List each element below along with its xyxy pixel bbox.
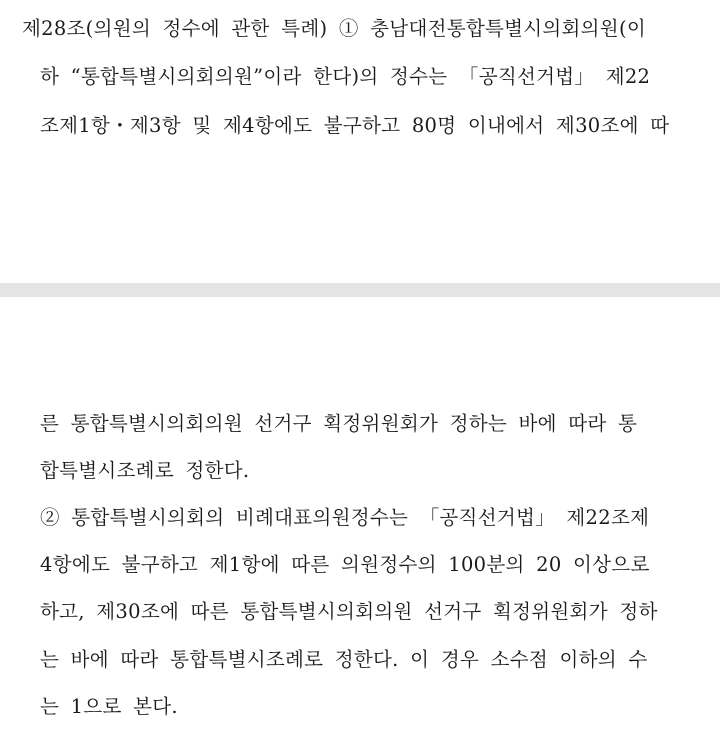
text-line: 른 통합특별시의회의원 선거구 획정위원회가 정하는 바에 따라 통 — [40, 412, 638, 435]
text-line: 조제1항・제3항 및 제4항에도 불구하고 80명 이내에서 제30조에 따 — [40, 114, 670, 137]
text-line: 제28조(의원의 정수에 관한 특례) ① 충남대전통합특별시의회의원(이 — [22, 17, 646, 40]
text-line: 하 “통합특별시의회의원”이라 한다)의 정수는 「공직선거법」 제22 — [40, 65, 651, 88]
text-line: 4항에도 불구하고 제1항에 따른 의원정수의 100분의 20 이상으로 — [40, 553, 650, 576]
text-line: 는 1으로 본다. — [40, 695, 178, 718]
text-line: 하고, 제30조에 따른 통합특별시의회의원 선거구 획정위원회가 정하 — [40, 600, 658, 623]
text-line: ② 통합특별시의회의 비례대표의원정수는 「공직선거법」 제22조제 — [40, 506, 650, 529]
text-line: 는 바에 따라 통합특별시조례로 정한다. 이 경우 소수점 이하의 수 — [40, 648, 648, 671]
page-separator — [0, 283, 720, 297]
document-page-bottom — [0, 297, 720, 730]
text-line: 합특별시조례로 정한다. — [40, 459, 250, 482]
document-page-top — [0, 0, 720, 283]
